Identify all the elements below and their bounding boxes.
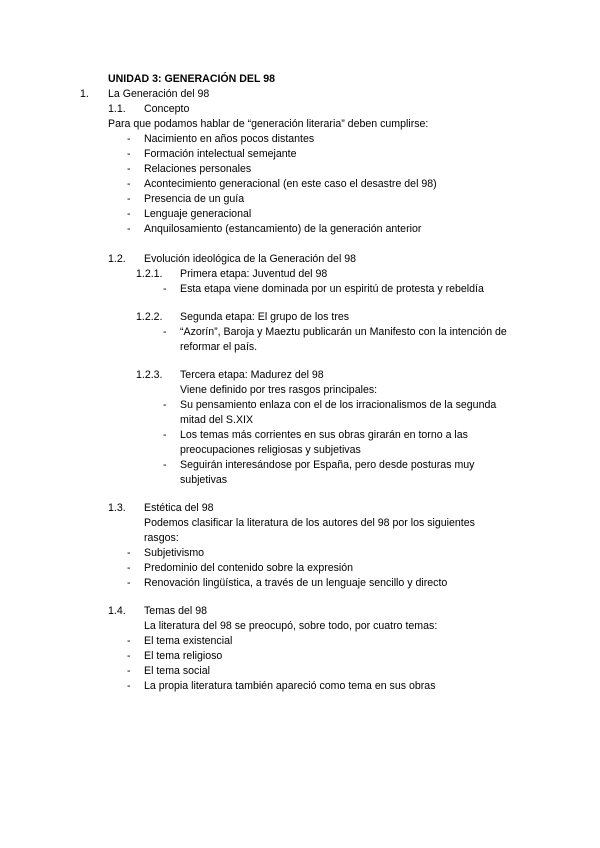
bullet-dash: - bbox=[163, 459, 167, 471]
section-1-3-intro: Podemos clasificar la literatura de los autores del 98 por los siguientes bbox=[144, 517, 475, 529]
section-1-3-number: 1.3. bbox=[108, 502, 126, 514]
list-item: Relaciones personales bbox=[144, 163, 252, 175]
bullet-dash: - bbox=[127, 635, 131, 647]
section-1-1-number: 1.1. bbox=[108, 103, 126, 115]
section-1-4-intro: La literatura del 98 se preocupó, sobre todo, por cuatro temas: bbox=[144, 620, 438, 632]
list-item: Predominio del contenido sobre la expresión bbox=[144, 562, 354, 574]
bullet-dash: - bbox=[127, 148, 131, 160]
bullet-dash: - bbox=[127, 577, 131, 589]
section-1-2-1-number: 1.2.1. bbox=[136, 268, 163, 280]
list-item: El tema social bbox=[144, 665, 210, 677]
section-1-4-number: 1.4. bbox=[108, 605, 126, 617]
list-item: Acontecimiento generacional (en este caso el desastre del 98) bbox=[144, 178, 437, 190]
list-item: Presencia de un guía bbox=[144, 193, 245, 205]
list-item: El tema religioso bbox=[144, 650, 223, 662]
list-item: Su pensamiento enlaza con el de los irracionalismos de la segunda bbox=[180, 399, 497, 411]
bullet-dash: - bbox=[163, 429, 167, 441]
bullet-dash: - bbox=[127, 680, 131, 692]
section-1-number: 1. bbox=[80, 88, 89, 100]
section-1-2-3-intro: Viene definido por tres rasgos principales: bbox=[180, 384, 378, 396]
section-1-4-heading: Temas del 98 bbox=[144, 605, 208, 617]
list-item: Nacimiento en años pocos distantes bbox=[144, 133, 315, 145]
list-item-continuation: preocupaciones religiosas y subjetivas bbox=[180, 444, 361, 456]
list-item: Esta etapa viene dominada por un espiritú de protesta y rebeldía bbox=[180, 283, 484, 295]
list-item: La propia literatura también apareció como tema en sus obras bbox=[144, 680, 436, 692]
list-item-continuation: subjetivas bbox=[180, 474, 228, 486]
section-1-2-1-heading: Primera etapa: Juventud del 98 bbox=[180, 268, 328, 280]
bullet-dash: - bbox=[163, 399, 167, 411]
section-1-2-3-number: 1.2.3. bbox=[136, 369, 163, 381]
section-1-1-intro: Para que podamos hablar de “generación literaria” deben cumplirse: bbox=[108, 118, 429, 130]
section-1-3-heading: Estética del 98 bbox=[144, 502, 214, 514]
section-1-2-2-number: 1.2.2. bbox=[136, 311, 163, 323]
list-item: El tema existencial bbox=[144, 635, 233, 647]
bullet-dash: - bbox=[127, 650, 131, 662]
list-item: Subjetivismo bbox=[144, 547, 205, 559]
list-item-continuation: mitad del S.XIX bbox=[180, 414, 254, 426]
bullet-dash: - bbox=[127, 547, 131, 559]
section-1-2-heading: Evolución ideológica de la Generación del 98 bbox=[144, 253, 357, 265]
list-item: Formación intelectual semejante bbox=[144, 148, 297, 160]
bullet-dash: - bbox=[163, 283, 167, 295]
bullet-dash: - bbox=[127, 562, 131, 574]
section-1-2-2-heading: Segunda etapa: El grupo de los tres bbox=[180, 311, 350, 323]
list-item: Lenguaje generacional bbox=[144, 208, 252, 220]
section-1-3-intro-continuation: rasgos: bbox=[144, 532, 179, 544]
bullet-dash: - bbox=[127, 178, 131, 190]
section-1-2-3-heading: Tercera etapa: Madurez del 98 bbox=[180, 369, 324, 381]
bullet-dash: - bbox=[163, 326, 167, 338]
bullet-dash: - bbox=[127, 208, 131, 220]
bullet-dash: - bbox=[127, 193, 131, 205]
list-item: Los temas más corrientes en sus obras girarán en torno a las bbox=[180, 429, 468, 441]
bullet-dash: - bbox=[127, 133, 131, 145]
bullet-dash: - bbox=[127, 163, 131, 175]
bullet-dash: - bbox=[127, 223, 131, 235]
section-1-1-heading: Concepto bbox=[144, 103, 190, 115]
list-item: Anquilosamiento (estancamiento) de la generación anterior bbox=[144, 223, 422, 235]
list-item: Seguirán interesándose por España, pero desde posturas muy bbox=[180, 459, 475, 471]
section-1-2-number: 1.2. bbox=[108, 253, 126, 265]
page-title: UNIDAD 3: GENERACIÓN DEL 98 bbox=[108, 73, 275, 85]
list-item: “Azorín”, Baroja y Maeztu publicarán un Manifesto con la intención de bbox=[180, 326, 507, 338]
list-item: Renovación lingüística, a través de un lenguaje sencillo y directo bbox=[144, 577, 448, 589]
section-1-heading: La Generación del 98 bbox=[108, 88, 210, 100]
bullet-dash: - bbox=[127, 665, 131, 677]
list-item-continuation: reformar el país. bbox=[180, 341, 258, 353]
